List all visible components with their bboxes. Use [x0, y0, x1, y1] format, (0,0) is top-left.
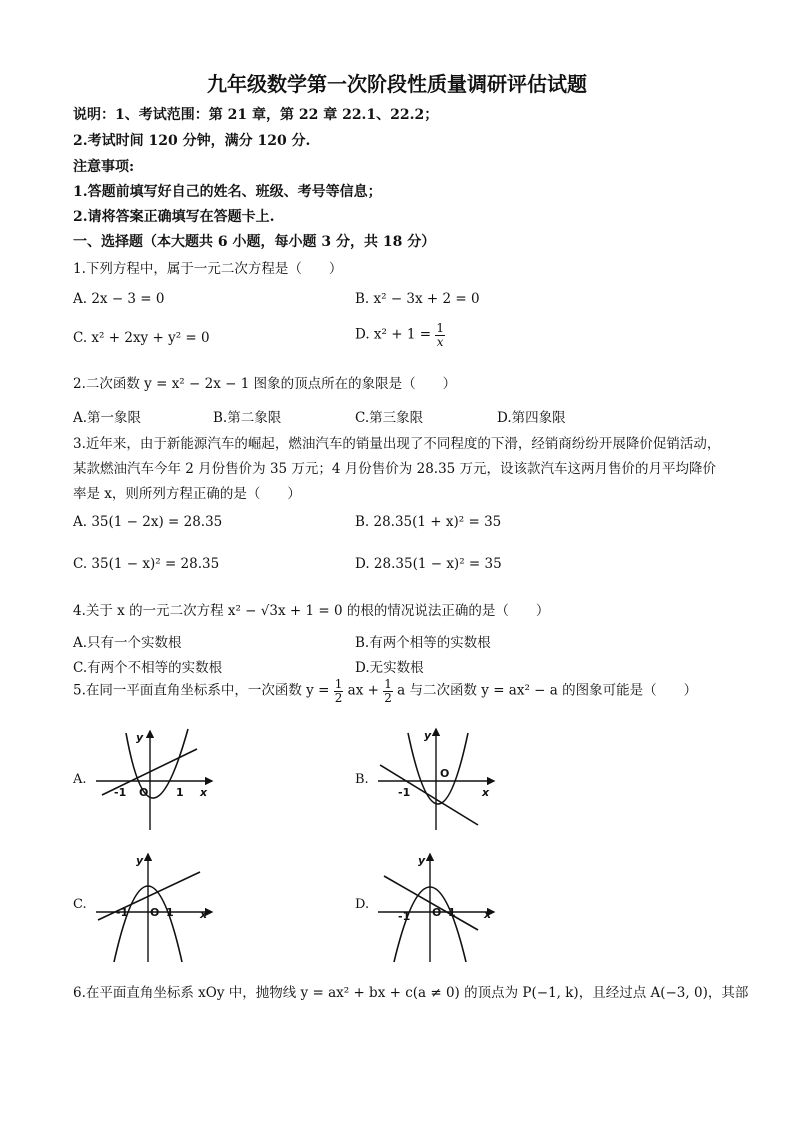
y-axis-label: y	[136, 731, 144, 744]
q3-option-a: A. 35(1 − 2x) = 28.35	[73, 514, 223, 530]
tick-one: 1	[166, 906, 174, 919]
q3-line-1: 3.近年来，由于新能源汽车的崛起，燃油汽车的销量出现了不同程度的下滑，经销商纷纷开展降价促销活动，	[73, 436, 721, 452]
notice-item-1: 1.答题前填写好自己的姓名、班级、考号等信息；	[73, 184, 382, 200]
q4-option-b: B.有两个相等的实数根	[355, 635, 491, 651]
q5-option-d-label: D.	[355, 897, 370, 912]
q3-line-3: 率是 x，则所列方程正确的是（ ）	[73, 486, 301, 502]
linear-function-line	[98, 872, 200, 920]
q5-graph-a[interactable]	[92, 725, 222, 835]
q5-option-c-label: C.	[73, 897, 87, 912]
fraction-numerator: 1	[436, 321, 444, 335]
tick-neg-one: -1	[114, 786, 127, 799]
q4-stem: 4.关于 x 的一元二次方程 x² − √3x + 1 = 0 的根的情况说法正确的是（ ）	[73, 603, 550, 619]
parabola-curve	[408, 733, 468, 804]
q1-option-a: A. 2x − 3 = 0	[73, 291, 165, 307]
q1-stem: 1.下列方程中，属于一元二次方程是（ ）	[73, 261, 343, 277]
y-axis-label: y	[418, 854, 426, 867]
tick-neg-one: -1	[116, 906, 129, 919]
origin-label: O	[139, 786, 149, 799]
q5-stem-end: a 与二次函数 y = ax² − a 的图象可能是（ ）	[397, 682, 698, 699]
notice-item-2: 2.请将答案正确填写在答题卡上.	[73, 209, 275, 225]
q1-option-d-fraction	[435, 322, 445, 348]
time-note: 2.考试时间 120 分钟，满分 120 分.	[73, 133, 311, 149]
q5-stem-mid: ax +	[347, 682, 379, 699]
q4-option-d: D.无实数根	[355, 660, 424, 676]
q1-option-d-text: D. x² + 1 =	[355, 326, 432, 343]
q4-option-c: C.有两个不相等的实数根	[73, 660, 223, 676]
tick-one: 1	[448, 906, 456, 919]
q5-stem-start: 5.在同一平面直角坐标系中，一次函数 y =	[73, 682, 330, 699]
q2-option-a: A.第一象限	[73, 410, 142, 426]
q3-line-2: 某款燃油汽车今年 2 月份售价为 35 万元；4 月份售价为 28.35 万元，设该款汽车这两月售价的月平均降价	[73, 461, 717, 477]
fraction-numerator: 1	[334, 677, 343, 691]
q1-option-c: C. x² + 2xy + y² = 0	[73, 330, 210, 346]
x-axis-label: x	[200, 786, 208, 799]
fraction-denominator: x	[436, 334, 444, 349]
notice-heading: 注意事项:	[73, 159, 135, 175]
q5-graph-b[interactable]	[374, 725, 504, 835]
fraction-denominator: 2	[384, 690, 392, 705]
x-axis-label: x	[200, 908, 208, 921]
section-heading: 一、选择题（本大题共 6 小题，每小题 3 分，共 18 分）	[73, 234, 436, 250]
q5-graph-d[interactable]	[374, 850, 504, 965]
q5-fraction-1	[334, 678, 344, 704]
q5-fraction-2	[383, 678, 393, 704]
origin-label: O	[432, 906, 442, 919]
tick-neg-one: -1	[398, 910, 411, 923]
q6-stem: 6.在平面直角坐标系 xOy 中，抛物线 y = ax² + bx + c(a ≠ 0) 的顶点为 P(−1, k)，且经过点 A(−3, 0)，其部	[73, 985, 749, 1001]
tick-one: 1	[176, 786, 184, 799]
q1-option-d	[355, 322, 445, 348]
origin-label: O	[150, 906, 160, 919]
tick-neg-one: -1	[398, 786, 411, 799]
x-axis-label: x	[484, 908, 492, 921]
x-axis-label: x	[482, 786, 490, 799]
q3-option-d: D. 28.35(1 − x)² = 35	[355, 556, 502, 572]
page-title: 九年级数学第一次阶段性质量调研评估试题	[207, 72, 587, 96]
q2-option-c: C.第三象限	[355, 410, 424, 426]
q5-stem	[73, 678, 697, 704]
q5-option-b-label: B.	[355, 772, 369, 787]
q1-option-b: B. x² − 3x + 2 = 0	[355, 291, 480, 307]
q5-option-a-label: A.	[73, 772, 87, 787]
origin-label: O	[440, 767, 450, 780]
y-axis-label: y	[424, 729, 432, 742]
fraction-denominator: 2	[334, 690, 343, 705]
linear-function-line	[380, 765, 478, 825]
q2-stem: 2.二次函数 y = x² − 2x − 1 图象的顶点所在的象限是（ ）	[73, 376, 457, 392]
fraction-numerator: 1	[384, 677, 392, 691]
q3-option-b: B. 28.35(1 + x)² = 35	[355, 514, 502, 530]
q2-option-b: B.第二象限	[213, 410, 282, 426]
scope-note: 说明：1、考试范围：第 21 章，第 22 章 22.1、22.2；	[73, 107, 439, 123]
q3-option-c: C. 35(1 − x)² = 28.35	[73, 556, 220, 572]
q4-option-a: A.只有一个实数根	[73, 635, 182, 651]
y-axis-label: y	[136, 854, 144, 867]
q2-option-d: D.第四象限	[497, 410, 566, 426]
q5-graph-c[interactable]	[92, 850, 222, 965]
